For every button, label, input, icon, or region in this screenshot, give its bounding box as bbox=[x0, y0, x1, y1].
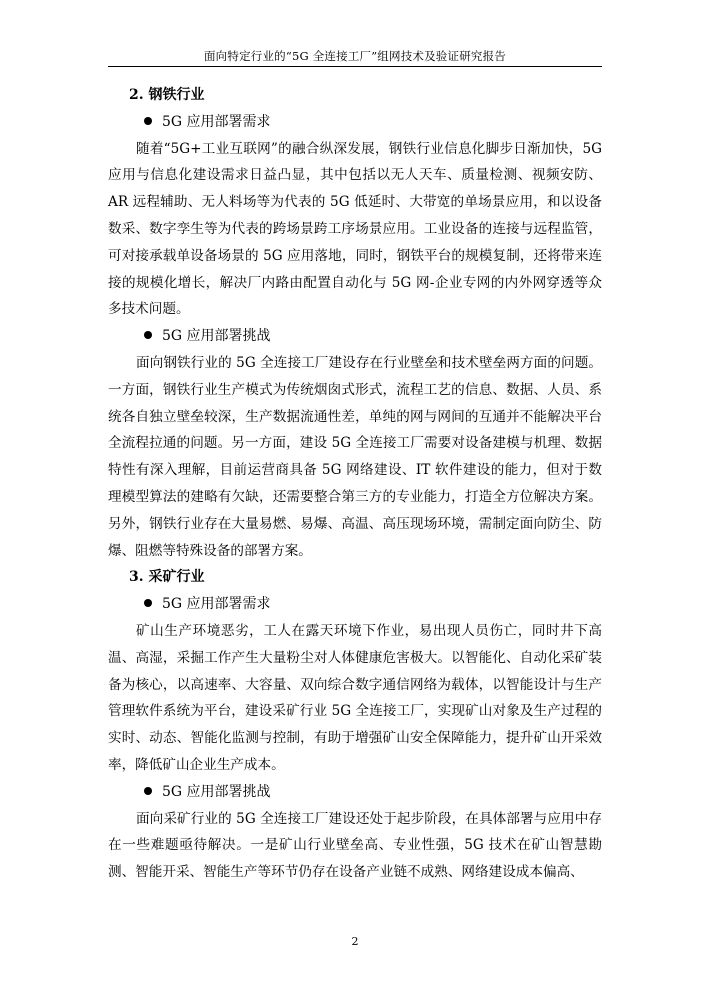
paragraph-steel-demand: 随着“5G+工业互联网”的融合纵深发展，钢铁行业信息化脚步日渐加快，5G应用与信息化建设需求日益凸显，其中包括以无人天车、质量检测、视频安防、AR 远程辅助、无人料场等为代表的 5G 低延时、大带宽的单场景应用，和以设备数采、数字孪生等为代表的跨场景跨工序场景应用。工业设备的连接与远程监管，可对接承载单设备场景的 5G 应用落地，同时，钢铁平台的规模复制，还将带来连接的规模化增长，解决厂内路由配置自动化与 5G 网-企业专网的内外网穿透等众多技术问题。 bbox=[108, 140, 602, 318]
section-heading-steel: 2. 钢铁行业 bbox=[129, 87, 205, 103]
bullet-mining-challenge bbox=[144, 779, 602, 806]
page-body bbox=[108, 82, 602, 886]
bullet-icon bbox=[144, 331, 152, 339]
bullet-label: 5G 应用部署需求 bbox=[162, 596, 271, 613]
paragraph-mining-challenge: 面向采矿行业的 5G 全连接工厂建设还处于起步阶段，在具体部署与应用中存在一些难题亟待解决。一是矿山行业壁垒高、专业性强，5G 技术在矿山智慧勘测、智能开采、智能生产等环节仍存在设备产业链不成熟、网络建设成本偏高、 bbox=[108, 810, 602, 881]
page-number: 2 bbox=[351, 935, 359, 948]
bullet-steel-demand bbox=[144, 109, 602, 136]
header-rule bbox=[108, 66, 602, 67]
bullet-icon bbox=[144, 787, 152, 795]
bullet-label: 5G 应用部署挑战 bbox=[162, 783, 271, 800]
paragraph-steel-challenge: 面向钢铁行业的 5G 全连接工厂建设存在行业壁垒和技术壁垒两方面的问题。一方面，钢铁行业生产模式为传统烟囱式形式，流程工艺的信息、数据、人员、系统各自独立壁垒较深，生产数据流通性差，单纯的网与网间的互通并不能解决平台全流程拉通的问题。另一方面，建设 5G 全连接工厂需要对设备建模与机理、数据特性有深入理解，目前运营商具备 5G 网络建设、IT 软件建设的能力，但对于数理模型算法的建略有欠缺，还需要整合第三方的专业能力，打造全方位解决方案。另外，钢铁行业存在大量易燃、易爆、高温、高压现场环境，需制定面向防尘、防爆、阻燃等特殊设备的部署方案。 bbox=[108, 354, 602, 559]
bullet-label: 5G 应用部署需求 bbox=[162, 113, 271, 130]
bullet-icon bbox=[144, 599, 152, 607]
bullet-label: 5G 应用部署挑战 bbox=[162, 328, 271, 345]
bullet-steel-challenge bbox=[144, 323, 602, 350]
section-heading-mining: 3. 采矿行业 bbox=[129, 569, 205, 586]
bullet-icon bbox=[144, 117, 152, 125]
bullet-mining-demand bbox=[144, 591, 602, 618]
running-header: 面向特定行业的“5G 全连接工厂”组网技术及验证研究报告 bbox=[203, 49, 506, 63]
paragraph-mining-demand: 矿山生产环境恶劣，工人在露天环境下作业，易出现人员伤亡，同时井下高温、高湿，采掘工作产生大量粉尘对人体健康危害极大。以智能化、自动化采矿装备为核心，以高速率、大容量、双向综合数字通信网络为载体，以智能设计与生产管理软件系统为平台，建设采矿行业 5G 全连接工厂，实现矿山对象及生产过程的实时、动态、智能化监测与控制，有助于增强矿山安全保障能力，提升矿山开采效率，降低矿山企业生产成本。 bbox=[108, 622, 602, 773]
